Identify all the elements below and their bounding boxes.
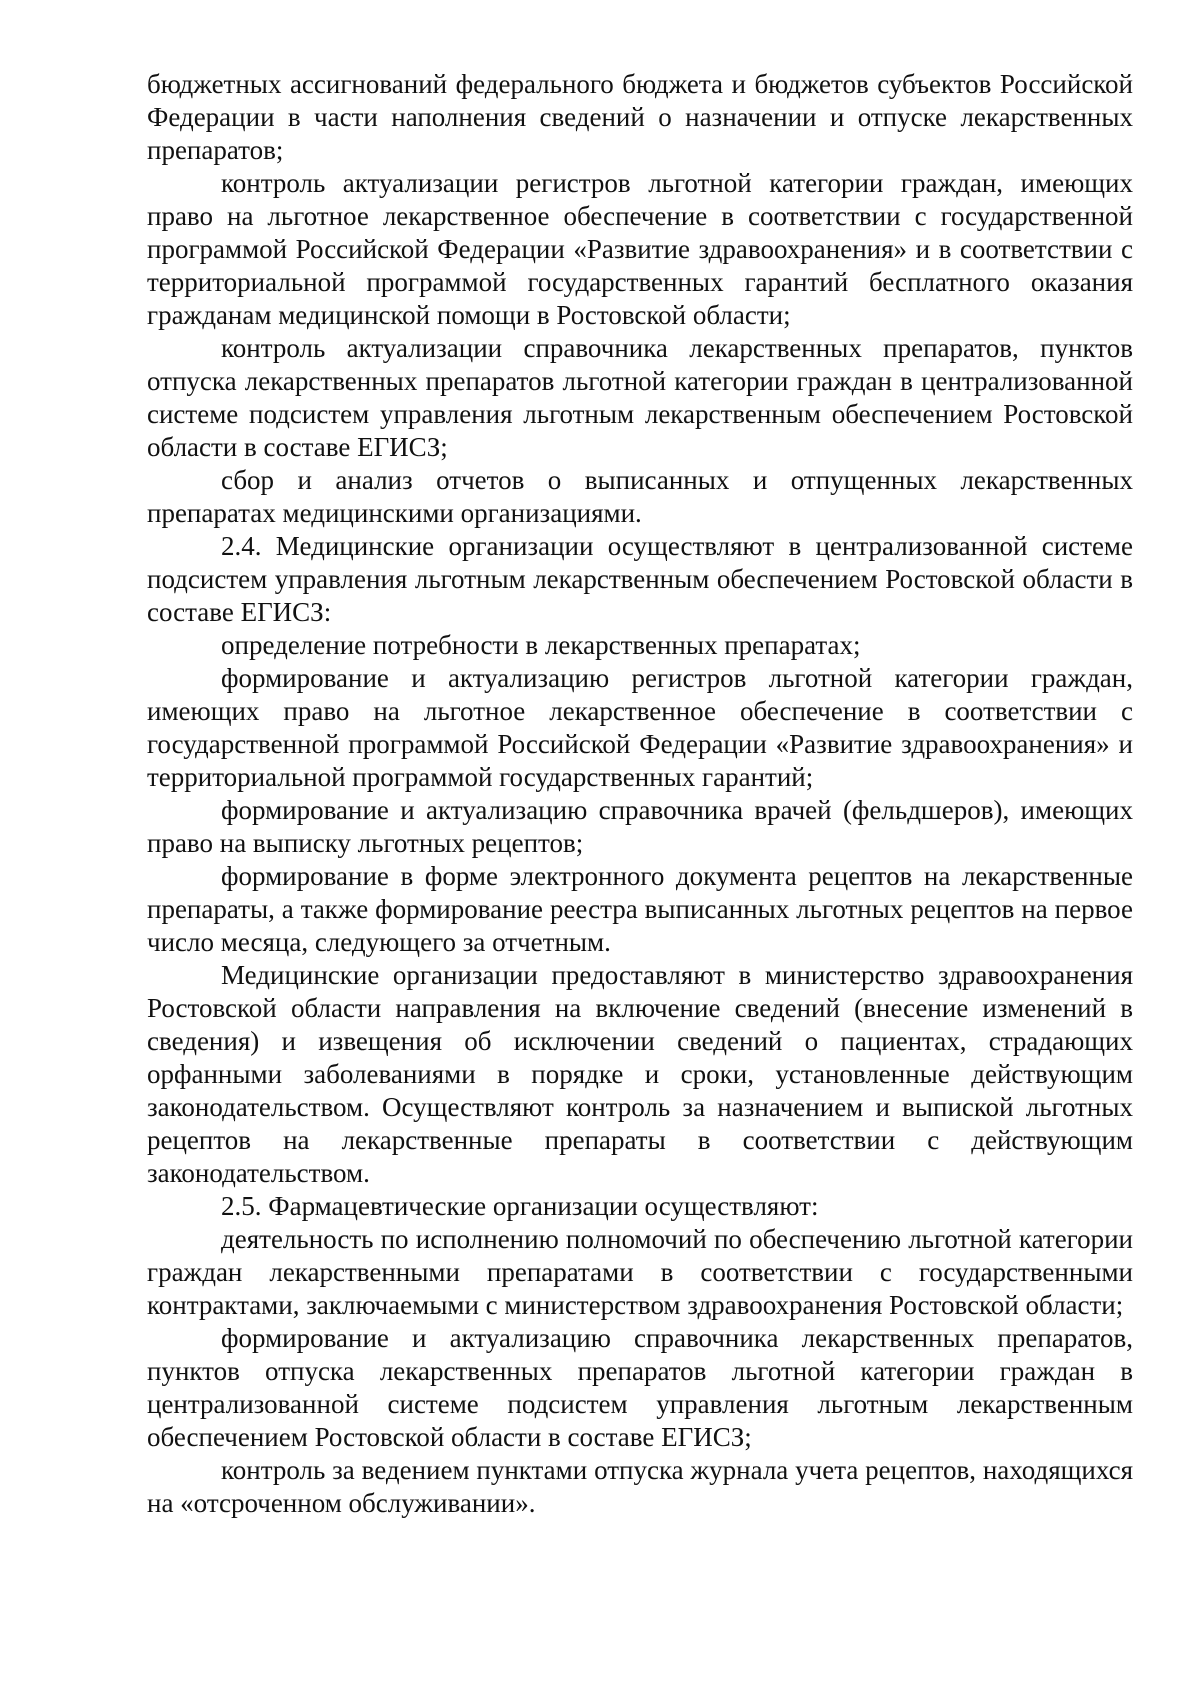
paragraph: деятельность по исполнению полномочий по обеспечению льготной категории граждан лекарственными препаратами в соответствии с государственными контрактами, заключаемыми с министерством здравоохранения Ростовской области; bbox=[147, 1224, 1133, 1320]
paragraph: сбор и анализ отчетов о выписанных и отпущенных лекарственных препаратах медицинскими организациями. bbox=[147, 465, 1133, 528]
paragraph: Медицинские организации предоставляют в министерство здравоохранения Ростовской области направления на включение сведений (внесение изменений в сведения) и извещения об исключении сведений о пациентах, страдающих орфанными заболеваниями в порядке и сроки, установленные действующим законодательством. Осуществляют контроль за назначением и выпиской льготных рецептов на лекарственные препараты в соответствии с действующим законодательством. bbox=[147, 960, 1133, 1188]
section-2-4-paragraph: 2.4. Медицинские организации осуществляют в централизованной системе подсистем управления льготным лекарственным обеспечением Ростовской области в составе ЕГИСЗ: bbox=[147, 531, 1133, 627]
section-2-5-paragraph: 2.5. Фармацевтические организации осуществляют: bbox=[221, 1191, 819, 1221]
document-page bbox=[147, 68, 1133, 1520]
paragraph: формирование и актуализацию справочника врачей (фельдшеров), имеющих право на выписку льготных рецептов; bbox=[147, 795, 1133, 858]
paragraph: формирование в форме электронного документа рецептов на лекарственные препараты, а также формирование реестра выписанных льготных рецептов на первое число месяца, следующего за отчетным. bbox=[147, 861, 1133, 957]
paragraph: контроль актуализации справочника лекарственных препаратов, пунктов отпуска лекарственных препаратов льготной категории граждан в централизованной системе подсистем управления льготным лекарственным обеспечением Ростовской области в составе ЕГИСЗ; bbox=[147, 333, 1133, 462]
paragraph: формирование и актуализацию справочника лекарственных препаратов, пунктов отпуска лекарственных препаратов льготной категории граждан в централизованной системе подсистем управления льготным лекарственным обеспечением Ростовской области в составе ЕГИСЗ; bbox=[147, 1323, 1133, 1452]
paragraph-continuation: бюджетных ассигнований федерального бюджета и бюджетов субъектов Российской Федерации в части наполнения сведений о назначении и отпуске лекарственных препаратов; bbox=[147, 69, 1133, 165]
paragraph: формирование и актуализацию регистров льготной категории граждан, имеющих право на льготное лекарственное обеспечение в соответствии с государственной программой Российской Федерации «Развитие здравоохранения» и территориальной программой государственных гарантий; bbox=[147, 663, 1133, 792]
paragraph: контроль за ведением пунктами отпуска журнала учета рецептов, находящихся на «отсроченном обслуживании». bbox=[147, 1455, 1133, 1518]
paragraph: контроль актуализации регистров льготной категории граждан, имеющих право на льготное лекарственное обеспечение в соответствии с государственной программой Российской Федерации «Развитие здравоохранения» и в соответствии с территориальной программой государственных гарантий бесплатного оказания гражданам медицинской помощи в Ростовской области; bbox=[147, 168, 1133, 330]
paragraph: определение потребности в лекарственных препаратах; bbox=[221, 630, 861, 660]
